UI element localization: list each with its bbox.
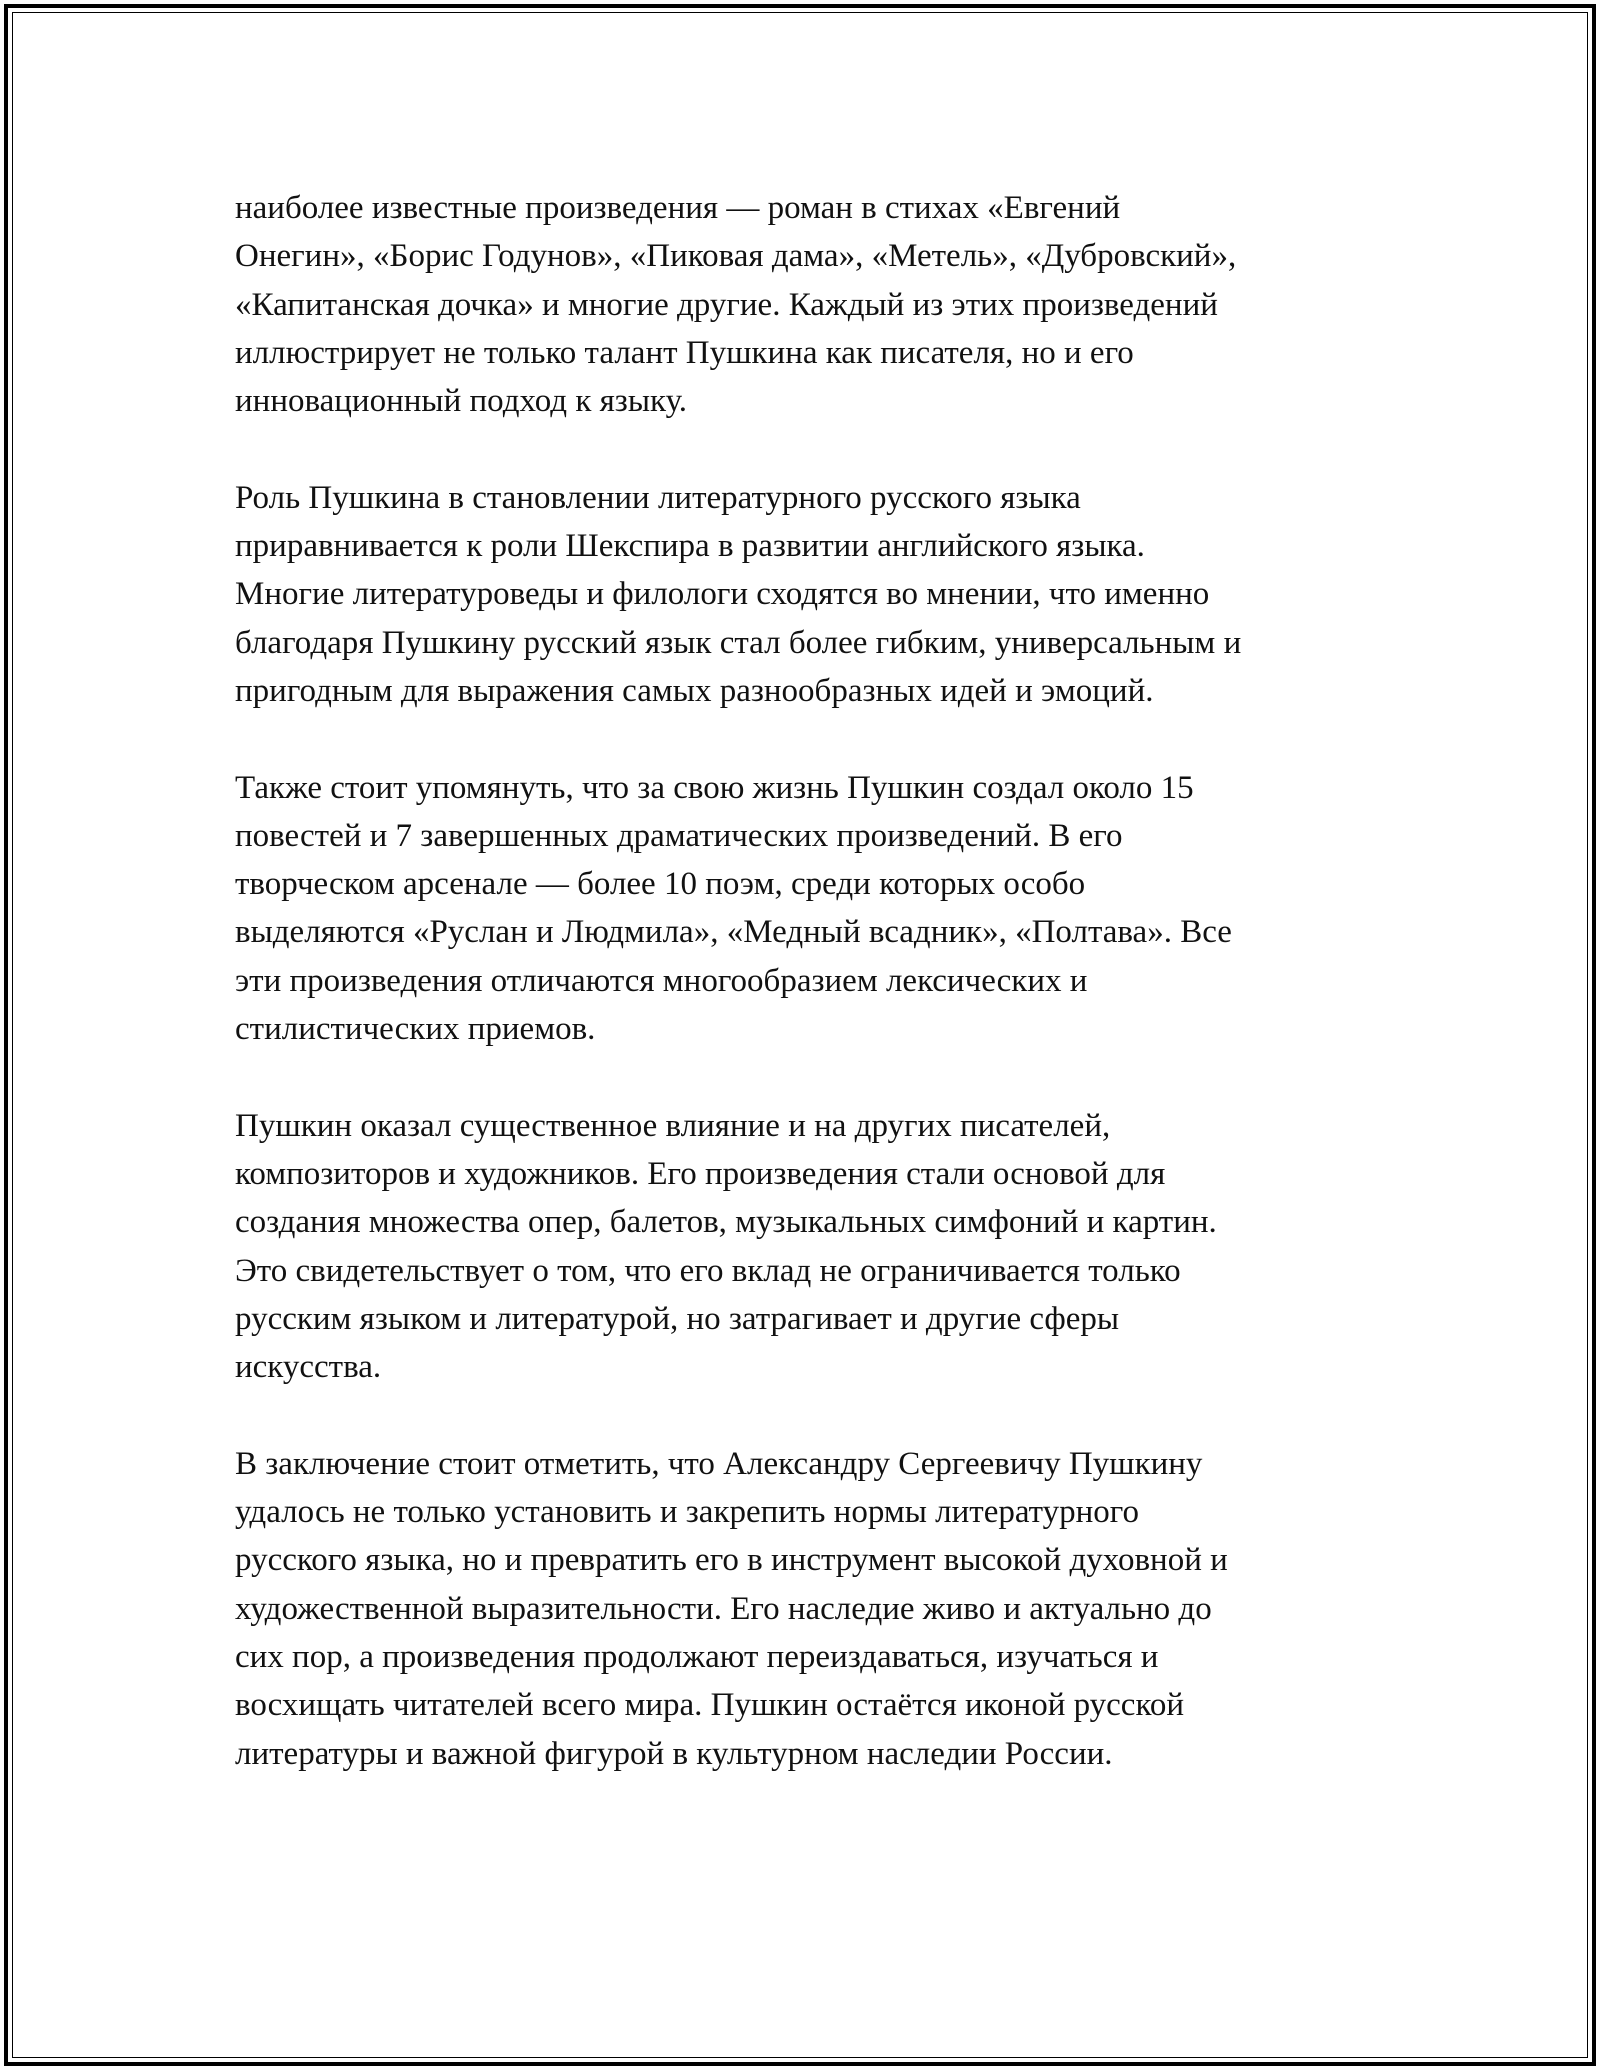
text-line: наиболее известные произведения — роман в стихах «Евгений: [235, 190, 1121, 226]
text-line: Также стоит упомянуть, что за свою жизнь Пушкин создал около 15: [235, 769, 1194, 806]
paragraph-role-of-pushkin: [235, 474, 1365, 715]
text-line: Роль Пушкина в становлении литературного русского языка: [235, 479, 1081, 516]
paragraph-conclusion: [235, 1440, 1365, 1778]
text-line: благодаря Пушкину русский язык стал более гибким, универсальным и: [235, 624, 1242, 661]
paragraph-works-count: [235, 764, 1365, 1054]
text-line: творческом арсенале — более 10 поэм, среди которых особо: [235, 866, 1086, 903]
text-line: художественной выразительности. Его наследие живо и актуально до: [235, 1590, 1212, 1627]
text-line: стилистических приемов.: [235, 1011, 596, 1048]
text-line: эти произведения отличаются многообразием лексических и: [235, 962, 1088, 999]
text-line: Онегин», «Борис Годунов», «Пиковая дама», «Метель», «Дубровский»,: [235, 238, 1237, 275]
text-line: повестей и 7 завершенных драматических произведений. В его: [235, 817, 1123, 854]
text-line: выделяются «Руслан и Людмила», «Медный всадник», «Полтава». Все: [235, 914, 1232, 951]
text-line: создания множества опер, балетов, музыкальных симфоний и картин.: [235, 1204, 1217, 1241]
text-line: иллюстрирует не только талант Пушкина как писателя, но и его: [235, 334, 1134, 371]
paragraph-famous-works: [235, 184, 1365, 425]
text-line: восхищать читателей всего мира. Пушкин остаётся иконой русской: [235, 1687, 1184, 1724]
text-line: удалось не только установить и закрепить нормы литературного: [235, 1494, 1139, 1531]
text-line: Многие литературоведы и филологи сходятся во мнении, что именно: [235, 576, 1210, 613]
text-line: «Капитанская дочка» и многие другие. Каждый из этих произведений: [235, 286, 1218, 323]
text-line: пригодным для выражения самых разнообразных идей и эмоций.: [235, 672, 1154, 709]
text-line: искусства.: [235, 1349, 382, 1386]
text-line: инновационный подход к языку.: [235, 383, 688, 420]
text-line: русским языком и литературой, но затрагивает и другие сферы: [235, 1300, 1120, 1337]
text-line: сих пор, а произведения продолжают переиздаваться, изучаться и: [235, 1638, 1159, 1675]
page-content: [235, 184, 1365, 1826]
text-line: литературы и важной фигурой в культурном наследии России.: [235, 1735, 1113, 1772]
paragraph-influence: [235, 1102, 1365, 1392]
text-line: композиторов и художников. Его произведения стали основой для: [235, 1155, 1166, 1192]
text-line: В заключение стоит отметить, что Александру Сергеевичу Пушкину: [235, 1445, 1203, 1482]
text-line: Это свидетельствует о том, что его вклад не ограничивается только: [235, 1252, 1181, 1289]
text-line: русского языка, но и превратить его в инструмент высокой духовной и: [235, 1542, 1228, 1579]
text-line: Пушкин оказал существенное влияние и на других писателей,: [235, 1107, 1111, 1144]
text-line: приравнивается к роли Шекспира в развитии английского языка.: [235, 528, 1145, 565]
